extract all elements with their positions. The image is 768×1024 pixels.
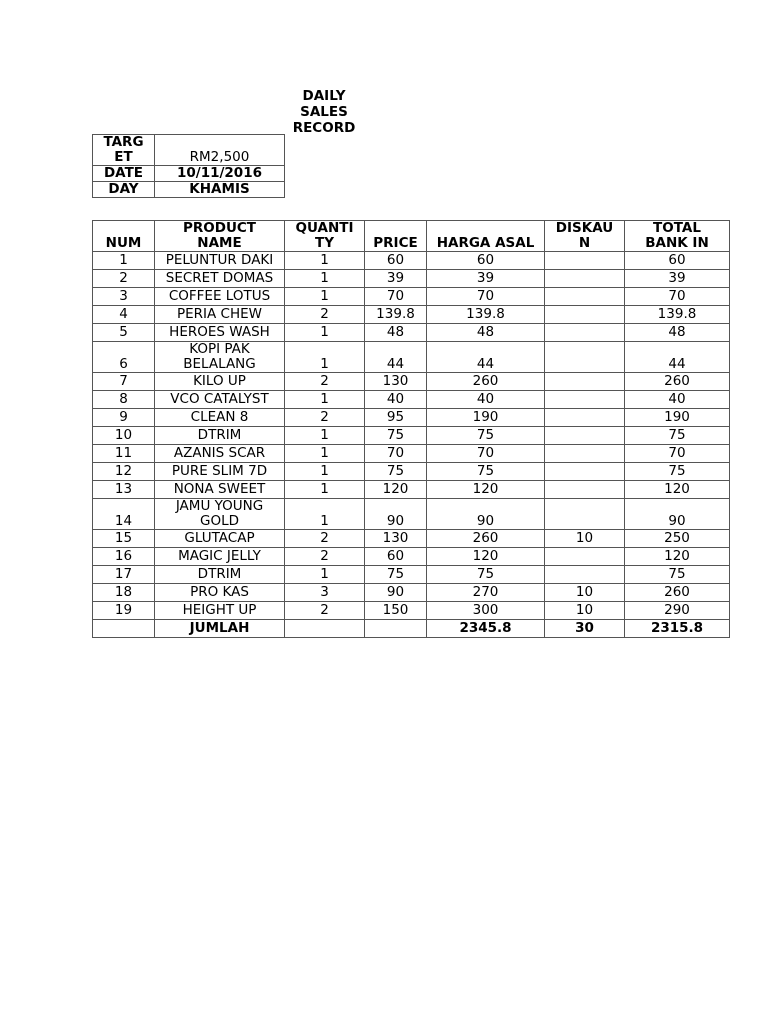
price-cell: 70 — [365, 288, 427, 306]
diskaun-cell: 10 — [545, 530, 625, 548]
quantity-cell: 2 — [285, 306, 365, 324]
header-diskaun: DISKAU N — [545, 221, 625, 252]
sales-table — [92, 220, 730, 638]
date-row — [93, 166, 285, 182]
quantity-cell: 1 — [285, 481, 365, 499]
product-name-cell: HEIGHT UP — [155, 602, 285, 620]
total-bank-in-cell: 290 — [625, 602, 730, 620]
product-name-cell: DTRIM — [155, 566, 285, 584]
price-cell: 60 — [365, 252, 427, 270]
num-cell: 13 — [93, 481, 155, 499]
harga-asal-cell: 260 — [427, 530, 545, 548]
price-cell: 120 — [365, 481, 427, 499]
quantity-cell: 1 — [285, 427, 365, 445]
diskaun-cell — [545, 324, 625, 342]
num-cell: 8 — [93, 391, 155, 409]
header-total-bank-in: TOTAL BANK IN — [625, 221, 730, 252]
diskaun-cell — [545, 481, 625, 499]
product-name-cell: DTRIM — [155, 427, 285, 445]
date-value: 10/11/2016 — [155, 166, 285, 182]
harga-asal-cell: 75 — [427, 427, 545, 445]
price-cell: 75 — [365, 463, 427, 481]
diskaun-cell — [545, 409, 625, 427]
total-empty-price — [365, 620, 427, 638]
num-cell: 3 — [93, 288, 155, 306]
total-bank-in-cell: 70 — [625, 445, 730, 463]
total-bank-in-cell: 250 — [625, 530, 730, 548]
product-name-cell: PERIA CHEW — [155, 306, 285, 324]
harga-asal-cell: 75 — [427, 566, 545, 584]
diskaun-cell — [545, 463, 625, 481]
harga-asal-cell: 60 — [427, 252, 545, 270]
quantity-cell: 1 — [285, 391, 365, 409]
quantity-cell: 3 — [285, 584, 365, 602]
table-row — [93, 252, 730, 270]
day-row — [93, 182, 285, 198]
price-cell: 40 — [365, 391, 427, 409]
total-bank-in-cell: 40 — [625, 391, 730, 409]
table-row — [93, 306, 730, 324]
quantity-cell: 1 — [285, 252, 365, 270]
info-table — [92, 134, 285, 198]
price-cell: 150 — [365, 602, 427, 620]
harga-asal-cell: 139.8 — [427, 306, 545, 324]
table-row — [93, 584, 730, 602]
table-row — [93, 288, 730, 306]
total-bank-in-cell: 90 — [625, 499, 730, 530]
harga-asal-cell: 90 — [427, 499, 545, 530]
num-cell: 6 — [93, 342, 155, 373]
harga-asal-cell: 75 — [427, 463, 545, 481]
diskaun-cell: 10 — [545, 602, 625, 620]
num-cell: 14 — [93, 499, 155, 530]
diskaun-cell — [545, 306, 625, 324]
harga-asal-cell: 120 — [427, 481, 545, 499]
target-row — [93, 135, 285, 166]
table-row — [93, 463, 730, 481]
harga-asal-cell: 260 — [427, 373, 545, 391]
num-cell: 19 — [93, 602, 155, 620]
harga-asal-cell: 44 — [427, 342, 545, 373]
num-cell: 16 — [93, 548, 155, 566]
table-row — [93, 548, 730, 566]
harga-asal-cell: 300 — [427, 602, 545, 620]
header-product-name: PRODUCT NAME — [155, 221, 285, 252]
header-price: PRICE — [365, 221, 427, 252]
harga-asal-cell: 39 — [427, 270, 545, 288]
price-cell: 48 — [365, 324, 427, 342]
table-row — [93, 445, 730, 463]
price-cell: 90 — [365, 584, 427, 602]
diskaun-cell — [545, 548, 625, 566]
total-row — [93, 620, 730, 638]
product-name-cell: SECRET DOMAS — [155, 270, 285, 288]
diskaun-cell — [545, 427, 625, 445]
product-name-cell: PRO KAS — [155, 584, 285, 602]
quantity-cell: 1 — [285, 324, 365, 342]
table-row — [93, 530, 730, 548]
price-cell: 39 — [365, 270, 427, 288]
quantity-cell: 1 — [285, 566, 365, 584]
product-name-cell: PELUNTUR DAKI — [155, 252, 285, 270]
target-label: TARG ET — [93, 135, 155, 166]
product-name-cell: KILO UP — [155, 373, 285, 391]
product-name-cell: JAMU YOUNG GOLD — [155, 499, 285, 530]
num-cell: 11 — [93, 445, 155, 463]
price-cell: 90 — [365, 499, 427, 530]
price-cell: 44 — [365, 342, 427, 373]
header-num: NUM — [93, 221, 155, 252]
harga-asal-cell: 70 — [427, 288, 545, 306]
table-row — [93, 391, 730, 409]
total-bank-in-cell: 48 — [625, 324, 730, 342]
harga-asal-cell: 70 — [427, 445, 545, 463]
table-row — [93, 566, 730, 584]
product-name-cell: HEROES WASH — [155, 324, 285, 342]
harga-asal-cell: 270 — [427, 584, 545, 602]
quantity-cell: 1 — [285, 288, 365, 306]
quantity-cell: 1 — [285, 463, 365, 481]
table-row — [93, 324, 730, 342]
total-harga-asal: 2345.8 — [427, 620, 545, 638]
product-name-cell: COFFEE LOTUS — [155, 288, 285, 306]
target-value: RM2,500 — [155, 135, 285, 166]
total-bank-in-cell: 39 — [625, 270, 730, 288]
total-bank-in-cell: 75 — [625, 566, 730, 584]
total-bank-in-cell: 44 — [625, 342, 730, 373]
table-row — [93, 427, 730, 445]
harga-asal-cell: 48 — [427, 324, 545, 342]
quantity-cell: 2 — [285, 409, 365, 427]
price-cell: 75 — [365, 427, 427, 445]
price-cell: 130 — [365, 373, 427, 391]
quantity-cell: 2 — [285, 373, 365, 391]
total-bank-in-cell: 60 — [625, 252, 730, 270]
total-empty-quantity — [285, 620, 365, 638]
price-cell: 70 — [365, 445, 427, 463]
product-name-cell: VCO CATALYST — [155, 391, 285, 409]
price-cell: 130 — [365, 530, 427, 548]
num-cell: 7 — [93, 373, 155, 391]
day-label: DAY — [93, 182, 155, 198]
diskaun-cell — [545, 252, 625, 270]
num-cell: 5 — [93, 324, 155, 342]
diskaun-cell — [545, 499, 625, 530]
diskaun-cell — [545, 342, 625, 373]
diskaun-cell — [545, 373, 625, 391]
total-label: JUMLAH — [155, 620, 285, 638]
total-bank-in: 2315.8 — [625, 620, 730, 638]
product-name-cell: PURE SLIM 7D — [155, 463, 285, 481]
harga-asal-cell: 120 — [427, 548, 545, 566]
product-name-cell: MAGIC JELLY — [155, 548, 285, 566]
quantity-cell: 1 — [285, 270, 365, 288]
num-cell: 17 — [93, 566, 155, 584]
quantity-cell: 1 — [285, 342, 365, 373]
day-value: KHAMIS — [155, 182, 285, 198]
table-row — [93, 342, 730, 373]
diskaun-cell — [545, 566, 625, 584]
total-bank-in-cell: 260 — [625, 373, 730, 391]
document-title: DAILY SALES RECORD — [292, 88, 356, 136]
total-diskaun: 30 — [545, 620, 625, 638]
header-row — [93, 221, 730, 252]
diskaun-cell — [545, 288, 625, 306]
num-cell: 18 — [93, 584, 155, 602]
total-empty-num — [93, 620, 155, 638]
table-row — [93, 373, 730, 391]
quantity-cell: 2 — [285, 602, 365, 620]
header-harga-asal: HARGA ASAL — [427, 221, 545, 252]
product-name-cell: AZANIS SCAR — [155, 445, 285, 463]
diskaun-cell: 10 — [545, 584, 625, 602]
num-cell: 1 — [93, 252, 155, 270]
price-cell: 60 — [365, 548, 427, 566]
harga-asal-cell: 40 — [427, 391, 545, 409]
num-cell: 4 — [93, 306, 155, 324]
quantity-cell: 1 — [285, 499, 365, 530]
total-bank-in-cell: 120 — [625, 481, 730, 499]
quantity-cell: 1 — [285, 445, 365, 463]
total-bank-in-cell: 120 — [625, 548, 730, 566]
total-bank-in-cell: 190 — [625, 409, 730, 427]
price-cell: 95 — [365, 409, 427, 427]
table-row — [93, 602, 730, 620]
price-cell: 139.8 — [365, 306, 427, 324]
num-cell: 15 — [93, 530, 155, 548]
diskaun-cell — [545, 270, 625, 288]
total-bank-in-cell: 70 — [625, 288, 730, 306]
table-row — [93, 409, 730, 427]
product-name-cell: KOPI PAK BELALANG — [155, 342, 285, 373]
product-name-cell: CLEAN 8 — [155, 409, 285, 427]
total-bank-in-cell: 260 — [625, 584, 730, 602]
table-row — [93, 270, 730, 288]
price-cell: 75 — [365, 566, 427, 584]
total-bank-in-cell: 75 — [625, 463, 730, 481]
table-row — [93, 481, 730, 499]
date-label: DATE — [93, 166, 155, 182]
total-bank-in-cell: 75 — [625, 427, 730, 445]
table-row — [93, 499, 730, 530]
num-cell: 10 — [93, 427, 155, 445]
num-cell: 12 — [93, 463, 155, 481]
total-bank-in-cell: 139.8 — [625, 306, 730, 324]
header-quantity: QUANTI TY — [285, 221, 365, 252]
harga-asal-cell: 190 — [427, 409, 545, 427]
product-name-cell: GLUTACAP — [155, 530, 285, 548]
quantity-cell: 2 — [285, 530, 365, 548]
num-cell: 9 — [93, 409, 155, 427]
num-cell: 2 — [93, 270, 155, 288]
product-name-cell: NONA SWEET — [155, 481, 285, 499]
diskaun-cell — [545, 445, 625, 463]
quantity-cell: 2 — [285, 548, 365, 566]
diskaun-cell — [545, 391, 625, 409]
